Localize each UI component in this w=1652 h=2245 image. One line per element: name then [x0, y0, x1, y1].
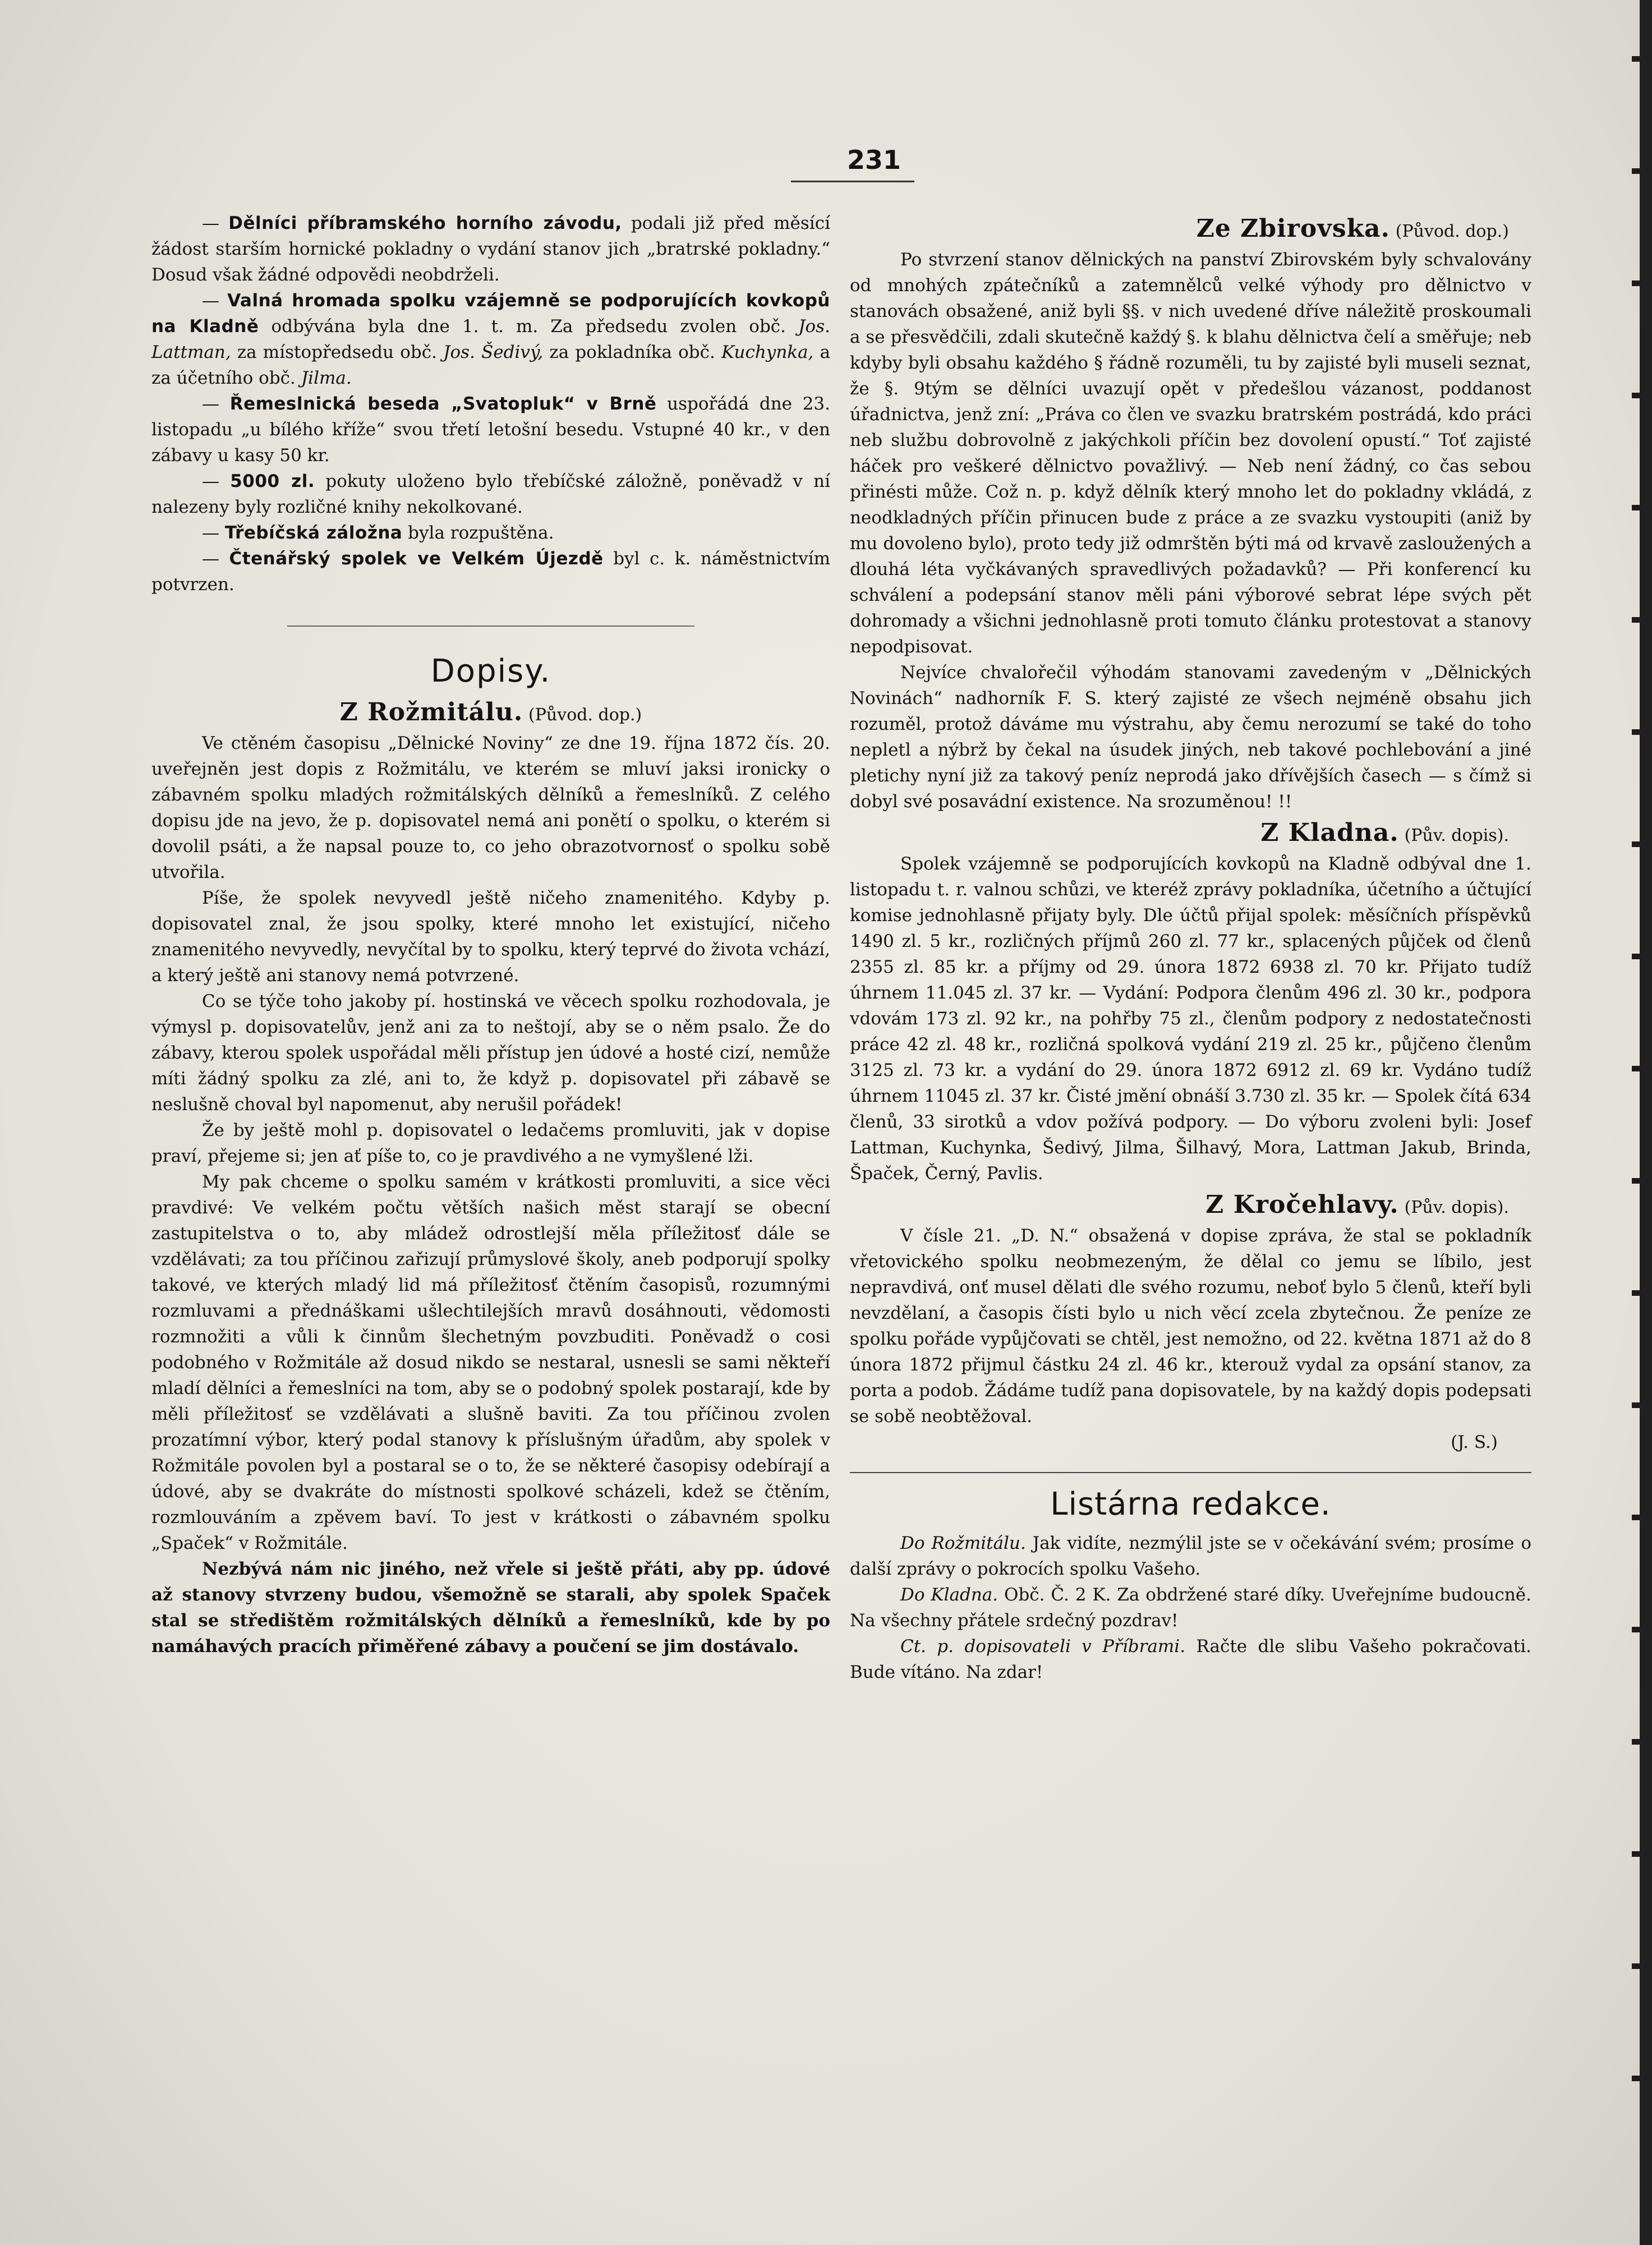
news-item: — Řemeslnická beseda „Svatopluk“ v Brně uspořádá dne 23. listopadu „u bílého kříže“ svou třetí letošní besedu. Vstupné 40 kr., v den zábavy u kasy 50 kr.	[151, 394, 831, 466]
news-item-lead: Valná hromada spolku vzájemně se podporujících kovkopů na Kladně	[151, 291, 830, 337]
article-place: Z Kladna.	[1260, 818, 1399, 847]
news-item-text: a za účetního obč.	[151, 342, 831, 388]
news-item: — Dělníci příbramského horního závodu, podali již před měsící žádost starším hornické pokladny o vydání stanov jich „bratrské pokladny.“ Dosud však žádné odpovědi neobdrželi.	[151, 213, 831, 285]
news-item-lead: Řemeslnická beseda „Svatopluk“ v Brně	[229, 394, 657, 414]
page-number-rule	[791, 181, 914, 182]
news-item: — Čtenářský spolek ve Velkém Újezdě byl c. k. náměstnictvím potvrzen.	[151, 549, 831, 595]
listarna-addressee: Do Rožmitálu.	[900, 1533, 1026, 1553]
person-name: Jos. Lattman,	[151, 316, 830, 362]
news-item-text: byl c. k. náměstnictvím potvrzen.	[151, 549, 831, 595]
listarna-entry	[850, 1582, 1531, 1634]
listarna-text: Obč. Č. 2 K. Za obdržené staré díky. Uveřejníme budoucně. Na všechny přátele srdečný pozdrav!	[850, 1585, 1531, 1631]
person-name: Jos. Šedivý,	[443, 342, 544, 362]
article-paragraph: Ve ctěném časopisu „Dělnické Noviny“ ze dne 19. října 1872 čís. 20. uveřejněn jest dopis z Rožmitálu, ve kterém se mluví jaksi ironicky o zábavném spolku mladých rožmitálských dělníků a řemeslníků. Z celého dopisu jde na jevo, že p. dopisovatel nemá ani ponětí o spolku, o kterém si dovolil psáti, a že napsal pouze to, co jeho obrazotvornosť o spolku sobě utvořila.	[151, 733, 830, 882]
section-heading-listarna: Listárna redakce.	[1050, 1486, 1331, 1522]
news-item-lead: Čtenářský spolek ve Velkém Újezdě	[229, 549, 604, 569]
news-item-text: uspořádá dne 23. listopadu „u bílého kříže“ svou třetí letošní besedu. Vstupné 40 kr., v den zábavy u kasy 50 kr.	[151, 394, 831, 466]
section-heading-dopisy: Dopisy.	[430, 653, 551, 689]
article-place: Z Rožmitálu.	[339, 698, 523, 726]
listarna-addressee: Do Kladna.	[900, 1585, 998, 1605]
section-divider	[850, 1472, 1531, 1473]
person-name: Jilma.	[301, 368, 352, 388]
article-title	[850, 820, 1531, 849]
article-source: (Původ. dop.)	[528, 705, 642, 725]
listarna-entry	[850, 1530, 1531, 1582]
news-item-lead: Dělníci příbramského horního závodu,	[228, 213, 622, 233]
news-item: — Valná hromada spolku vzájemně se podporujících kovkopů na Kladně odbývána byla dne 1. t. m. Za předsedu zvolen obč. Jos. Lattman, za místopředsedu obč. Jos. Šedivý, za pokladníka obč. Kuchynka, a za účetního obč. Jilma.	[151, 291, 831, 388]
news-item-lead: 5000 zl.	[230, 471, 315, 491]
article-place: Z Kročehlavy.	[1205, 1190, 1399, 1219]
left-column	[151, 210, 830, 1659]
news-item: — Třebíčská záložna byla rozpuštěna.	[202, 523, 554, 543]
article-place: Ze Zbirovska.	[1196, 214, 1390, 243]
scan-edge	[1640, 0, 1652, 2245]
listarna-entry	[850, 1634, 1531, 1685]
news-item-text: odbývána byla dne 1. t. m. Za předsedu zvolen obč.	[271, 316, 786, 337]
article-paragraph: Nejvíce chvalořečil výhodám stanovami zavedeným v „Dělnických Novinách“ nadhorník F. S. který zajisté ze všech nejméně obsahu jich rozuměl, protož dáváme mu výstrahu, aby čemu nerozumí se také do toho nepletl a nýbrž by čekal na úsudek jiných, neb takové pochlebování a jiné pletichy nyní již za takový peníz neprodá jako dřívějších časech — s čímž si dobyl své posavádní existence. Na srozuměnou! !!	[850, 663, 1531, 812]
article-signature: (J. S.)	[1451, 1432, 1498, 1452]
article-paragraph: Nezbývá nám nic jiného, než vřele si ještě přáti, aby pp. údové až stanovy stvrzeny budou, všemožně se starali, aby spolek Spaček stal se středištěm rožmitálských dělníků a řemeslníků, kde by po namáhavých pracích přiměřené zábavy a poučení se jim dostávalo.	[151, 1559, 830, 1657]
article-title	[850, 216, 1531, 245]
listarna-text: Račte dle slibu Vašeho pokračovati. Bude vítáno. Na zdar!	[850, 1636, 1532, 1682]
listarna-addressee: Ct. p. dopisovateli v Příbrami.	[900, 1636, 1186, 1657]
news-item-text: byla rozpuštěna.	[408, 523, 554, 543]
scan-edge-marks	[1632, 56, 1640, 2188]
article-title	[151, 700, 830, 728]
article-paragraph: Píše, že spolek nevyvedl ještě ničeho znamenitého. Kdyby p. dopisovatel znal, že jsou spolky, které mnoho let existující, ničeho znamenitého nevyvedly, nevyčítal by to spolku, který teprvé do života vchází, a který ještě ani stanovy nemá potvrzené.	[151, 888, 830, 986]
person-name: Kuchynka,	[721, 342, 814, 362]
article-paragraph: V čísle 21. „D. N.“ obsažená v dopise zpráva, že stal se pokladník vřetovického spolku neobmezeným, že dělal co jemu se líbilo, jest nepravdivá, onť musel dělati dle svého rozumu, neboť bylo 5 členů, kteří byli nevzdělaní, a časopis čísti bylo u nich věcí zcela zbytečnou. Že peníze ze spolku pořáde vypůjčovati se chtěl, jest nemožno, od 22. května 1871 až do 8 února 1872 přijmul částku 24 zl. 46 kr., kterouž vydal za opsání stanov, za porta a podob. Žádáme tudíž pana dopisovatele, by na každý dopis podepsati se sobě neobtěžoval.	[850, 1226, 1531, 1427]
news-item: — 5000 zl. pokuty uloženo bylo třebíčské záložně, poněvadž v ní nalezeny byly rozličné knihy nekolkované.	[151, 471, 830, 517]
article-title	[850, 1192, 1531, 1221]
article-source: (Pův. dopis).	[1404, 826, 1509, 845]
article-paragraph: Že by ještě mohl p. dopisovatel o ledačems promluviti, jak v dopise praví, přejeme si; jen ať píše to, co je pravdivého a ne vymyšlené lži.	[151, 1120, 830, 1166]
section-divider	[287, 625, 694, 627]
news-item-text: pokuty uloženo bylo třebíčské záložně, poněvadž v ní nalezeny byly rozličné knihy nekolkované.	[151, 471, 830, 517]
article-paragraph: Po stvrzení stanov dělnických na panství Zbirovském byly schvalovány od mnohých zpátečníků a zatemnělců velké výhody pro dělnictvo v stanovách obsažené, aniž byli §§. v nich uvedené dříve náležitě proskoumali a se přesvědčili, zdali skutečně každý §. k blahu dělnictva čelí a směřuje; neb kdyby byli obsahu každého § řádně rozuměli, tu by zajisté byli museli seznat, že §. 9tým se dělníci uvazují opět v předešlou vázanost, poddanost úřadnictva, jenž zní: „Práva co člen ve svazku bratrském postrádá, kdo práci neb službu dobrovolně z jakýchkoli příčin bez dovolení opustí.“ Toť zajisté háček pro veškeré dělnictvo považlivý. — Neb není žádný, co čas sebou přinésti může. Což n. p. když dělník který mnoho let do pokladny vkládá, z neodkladných příčin přinucen bude z práce a ze svazku vystoupiti (aniž by mu dovoleno bylo), proto tedy již odmrštěn býti má od krvavě zasloužených a dlouhá léta vyčkávaných spravedlivých požadavků? — Při konferencí ku schválení a podepsání stanov měli páni výborové sebrat lépe svých pět dohromady a všichni jednohlasně proti tomuto článku protestovat a stanovy nepodpisovat.	[850, 250, 1531, 657]
article-paragraph: Spolek vzájemně se podporujících kovkopů na Kladně odbýval dne 1. listopadu t. r. valnou schůzi, ve kteréž zprávy pokladníka, účetního a účtující komise jednohlasně přijaty byly. Dle účtů přijal spolek: měsíčních příspěvků 1490 zl. 5 kr., rozličných příjmů 260 zl. 77 kr., splacených půjček od členů 2355 zl. 85 kr. a příjmy od 29. února 1872 6938 zl. 70 kr. Přijato tudíž úhrnem 11.045 zl. 37 kr. — Vydání: Podpora členům 496 zl. 30 kr., podpora vdovám 173 zl. 92 kr., na pohřby 75 zl., členům podpory z nedostatečnosti práce 42 zl. 48 kr., rozličná spolková vydání 219 zl. 25 kr., půjčeno členům 3125 zl. 73 kr. a vydání do 29. února 1872 6912 zl. 69 kr. Vydáno tudíž úhrnem 11045 zl. 37 kr. Čisté jmění obnáší 3.730 zl. 35 kr. — Spolek čítá 634 členů, 33 sirotků a vdov požívá podpory. — Do výboru zvoleni byli: Josef Lattman, Kuchynka, Šedivý, Jilma, Šilhavý, Mora, Lattman Jakub, Brinda, Špaček, Černý, Pavlis.	[850, 854, 1531, 1184]
article-source: (Pův. dopis).	[1404, 1198, 1509, 1217]
right-column	[850, 210, 1531, 1685]
news-item-text: za místopředsedu obč.	[237, 342, 437, 362]
page-number: 231	[846, 145, 901, 175]
listarna-text: Jak vidíte, nezmýlil jste se v očekávání svém; prosíme o další zprávy o pokrocích spolku Vašeho.	[850, 1533, 1531, 1579]
news-item-text: podali již před měsící žádost starším hornické pokladny o vydání stanov jich „bratrské pokladny.“ Dosud však žádné odpovědi neobdrželi.	[151, 213, 831, 285]
article-source: (Původ. dop.)	[1395, 222, 1509, 241]
news-item-text: za pokladníka obč.	[549, 342, 715, 362]
article-paragraph: Co se týče toho jakoby pí. hostinská ve věcech spolku rozhodovala, je výmysl p. dopisovatelův, jenž ani za to neštojí, aby se o něm psalo. Že do zábavy, kterou spolek uspořádal měli přístup jen údové a hosté cizí, nemůže míti žádný spolku za zlé, ani to, že když p. dopisovatel při zábavě se neslušně choval byl napomenut, aby nerušil pořádek!	[151, 991, 830, 1115]
news-item-lead: Třebíčská záložna	[224, 523, 403, 543]
article-paragraph: My pak chceme o spolku samém v krátkosti promluviti, a sice věci pravdivé: Ve velkém počtu větších našich měst starají se obecní zastupitelstva o to, aby mládež odrostlejší měla příležitosť dále se vzdělávati; za tou příčinou zařizují průmyslové školy, aneb podporují spolky takové, ve kterých mladý lid má příležitosť čtěním časopisů, rozumnými rozmluvami a přednáškami ušlechtilejších mravů dosáhnouti, vědomosti rozmnožiti a vůli k činnům šlechetným povzbuditi. Poněvadž o cosi podobného v Rožmitále až dosud nikdo se nestaral, usnesli se sami někteří mladí dělníci a řemeslníci na tom, aby se o podobný spolek postarají, kde by měli příležitosť se vzdělávati a slušně baviti. Za tou příčinou zvolen prozatímní výbor, který podal stanovy k příslušným úřadům, aby spolek v Rožmitále povolen byl a postaral se o to, že se některé časopisy odebírají a údové, aby se dvakráte do místnosti spolkové scházeli, kdež se čtěním, rozmlouváním a zpěvem baví. To jest v krátkosti o zábavném spolku „Spaček“ v Rožmitále.	[151, 1172, 830, 1553]
